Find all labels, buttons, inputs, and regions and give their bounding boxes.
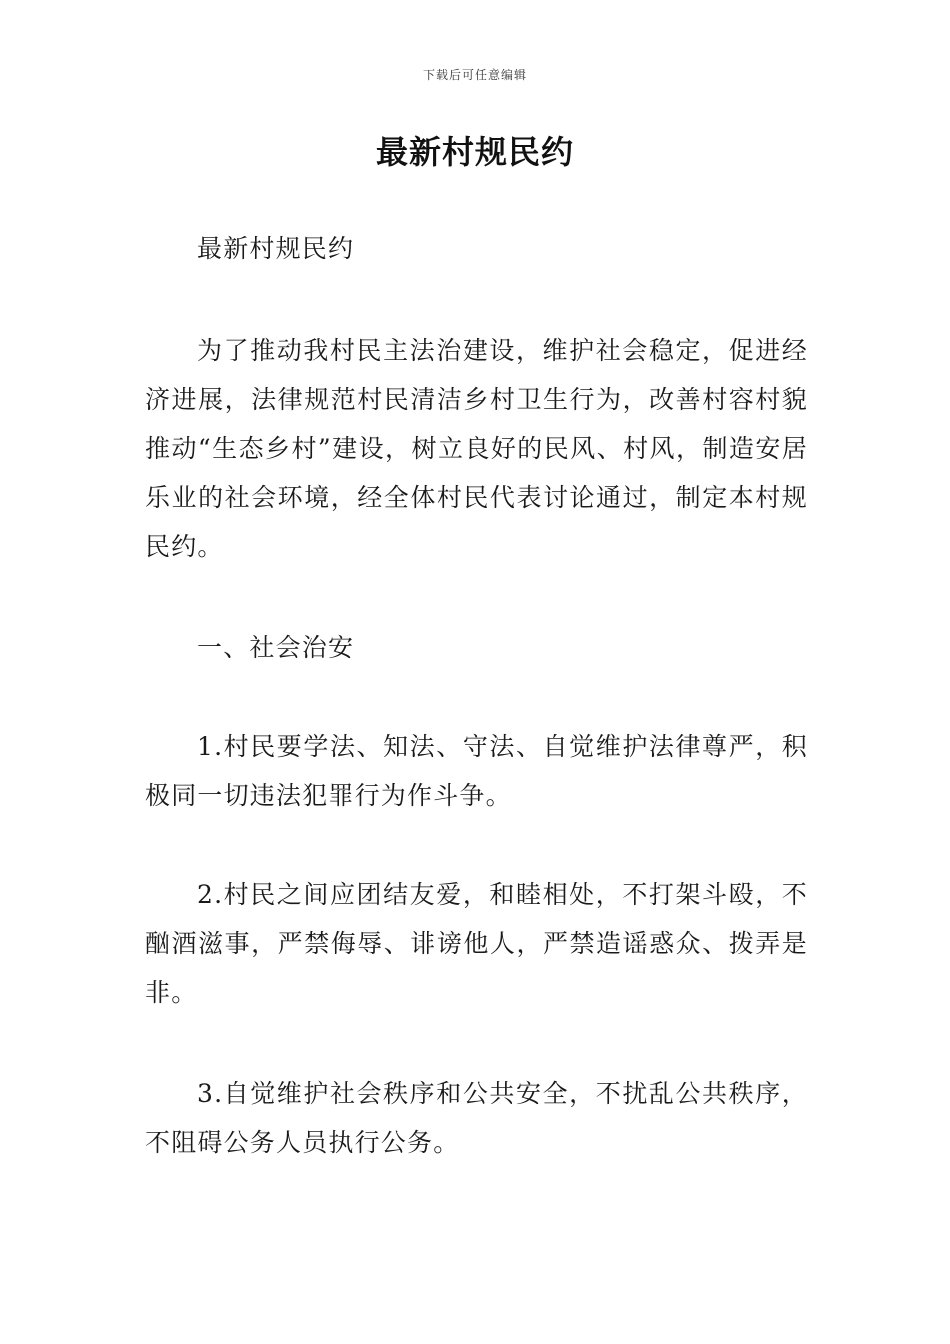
header-note: 下载后可任意编辑	[422, 68, 527, 82]
rule-paragraph-3: 3.自觉维护社会秩序和公共安全，不扰乱公共秩序，不阻碍公务人员执行公务。	[145, 1079, 808, 1157]
intro-paragraph: 为了推动我村民主法治建设，维护社会稳定，促进经济进展，法律规范村民清洁乡村卫生行为，改善村容村貌推动“生态乡村”建设，树立良好的民风、村风，制造安居乐业的社会环境，经全体村民代表讨论通过，制定本村规民约。	[145, 336, 808, 561]
subtitle-paragraph: 最新村规民约	[197, 234, 355, 263]
rule-paragraph-2: 2.村民之间应团结友爱，和睦相处，不打架斗殴，不酗酒滋事，严禁侮辱、诽谤他人，严禁造谣惑众、拨弄是非。	[145, 880, 808, 1007]
document-title: 最新村规民约	[375, 133, 574, 171]
section-heading-public-security: 一、社会治安	[197, 633, 355, 662]
rule-paragraph-1: 1.村民要学法、知法、守法、自觉维护法律尊严，积极同一切违法犯罪行为作斗争。	[145, 732, 808, 810]
